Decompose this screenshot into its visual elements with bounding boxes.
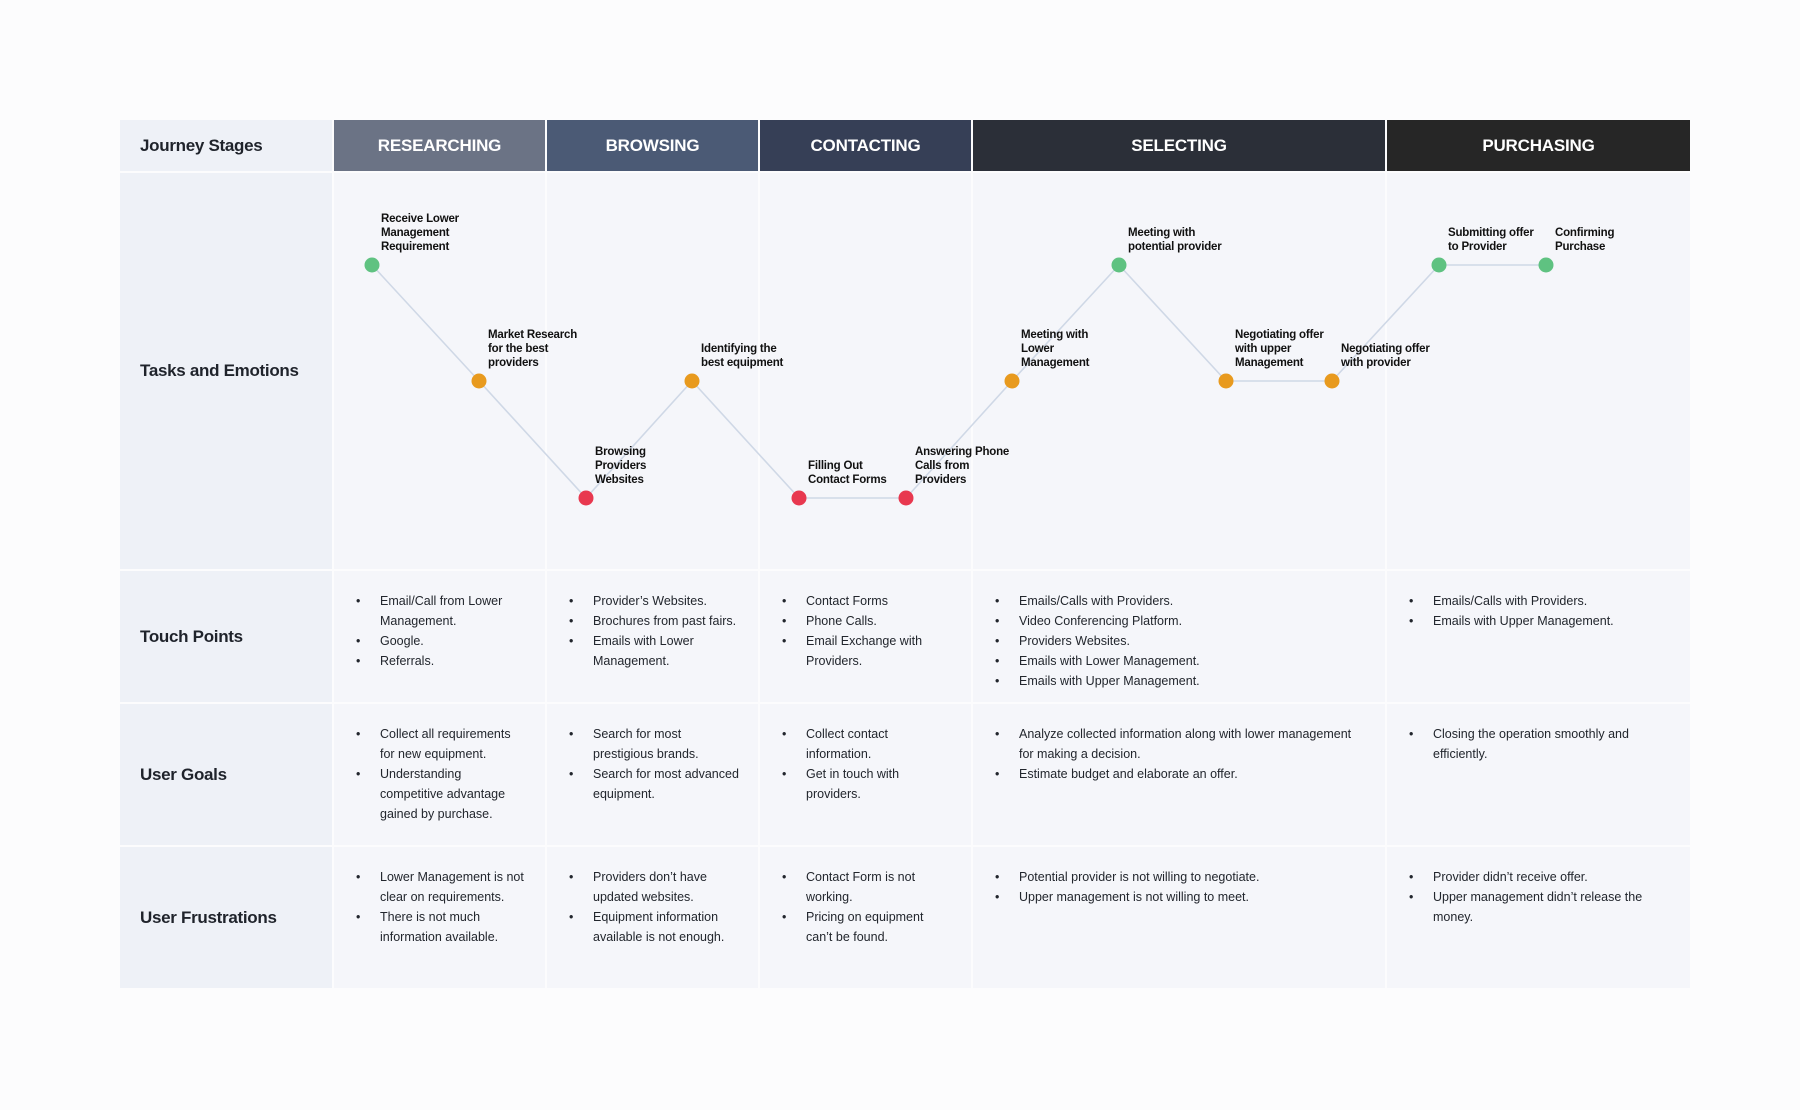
list-item: • Estimate budget and elaborate an offer.: [1019, 764, 1367, 784]
list-item: • Pricing on equipment can’t be found.: [806, 907, 953, 947]
list-item: • Analyze collected information along with lower management for making a decision.: [1019, 724, 1367, 764]
task-label-line: Answering Phone: [915, 446, 1010, 458]
task-label-line: Providers: [915, 474, 967, 486]
emotion-curve-chart: [120, 120, 1690, 988]
list-item: • Understanding competitive advantage gained by purchase.: [380, 764, 527, 824]
list-item: • Brochures from past fairs.: [593, 611, 740, 631]
row-label-journey-stages: Journey Stages: [120, 120, 332, 171]
list-item: • There is not much information available.: [380, 907, 527, 947]
emotion-point-neutral[interactable]: [472, 374, 487, 389]
list-item: • Equipment information available is not enough.: [593, 907, 740, 947]
emotion-point-neutral[interactable]: [685, 374, 700, 389]
task-label-line: Submitting offer: [1448, 227, 1534, 239]
emotion-point-negative[interactable]: [899, 491, 914, 506]
journey-map: [120, 120, 1690, 988]
task-label-line: for the best: [488, 343, 549, 355]
task-label-line: Meeting with: [1021, 329, 1089, 341]
task-label: [808, 460, 887, 486]
list-item: • Emails with Upper Management.: [1433, 611, 1672, 631]
task-label-line: with provider: [1341, 357, 1411, 369]
task-label-line: Market Research: [488, 329, 578, 341]
task-label: [381, 213, 460, 253]
list-item: • Collect contact information.: [806, 724, 953, 764]
row-label-user-frustrations: User Frustrations: [120, 847, 332, 988]
emotion-point-positive[interactable]: [1539, 258, 1554, 273]
task-label-line: Management: [1235, 357, 1304, 369]
list-item: • Upper management is not willing to meet.: [1019, 887, 1367, 907]
list-item: • Phone Calls.: [806, 611, 953, 631]
task-label-line: with upper: [1235, 343, 1292, 355]
task-label: [488, 329, 577, 369]
list-item: • Video Conferencing Platform.: [1019, 611, 1367, 631]
task-label-line: Calls from: [915, 460, 970, 472]
list-item: • Emails with Lower Management.: [1019, 651, 1367, 671]
task-label-line: Meeting with: [1128, 227, 1196, 239]
list-item: • Collect all requirements for new equipment.: [380, 724, 527, 764]
task-label: [1448, 227, 1534, 253]
emotion-point-negative[interactable]: [792, 491, 807, 506]
task-label-line: potential provider: [1128, 241, 1222, 253]
task-label: [595, 446, 646, 486]
stage-header-browsing[interactable]: BROWSING: [547, 120, 758, 171]
list-item: • Contact Form is not working.: [806, 867, 953, 907]
emotion-point-neutral[interactable]: [1005, 374, 1020, 389]
list-item: • Email/Call from Lower Management.: [380, 591, 527, 631]
row-label-user-goals: User Goals: [120, 704, 332, 845]
task-label-line: providers: [488, 357, 539, 369]
task-label: [1021, 329, 1090, 369]
task-label: [1234, 329, 1324, 369]
task-label-line: Browsing: [595, 446, 646, 458]
task-label-line: Purchase: [1555, 241, 1606, 253]
emotion-point-negative[interactable]: [579, 491, 594, 506]
list-item: • Upper management didn’t release the money.: [1433, 887, 1672, 927]
list-item: • Search for most prestigious brands.: [593, 724, 740, 764]
emotion-point-positive[interactable]: [1432, 258, 1447, 273]
task-label-line: Management: [1021, 357, 1090, 369]
list-item: • Google.: [380, 631, 527, 651]
list-item: • Providers Websites.: [1019, 631, 1367, 651]
task-label-line: Lower: [1021, 343, 1054, 355]
task-label: [1340, 343, 1430, 369]
task-label: [1128, 227, 1222, 253]
row-label-touch-points: Touch Points: [120, 571, 332, 702]
stage-header-purchasing[interactable]: PURCHASING: [1387, 120, 1690, 171]
task-label-line: Receive Lower: [381, 213, 459, 225]
task-label-line: best equipment: [701, 357, 784, 369]
task-label-line: Negotiating offer: [1341, 343, 1430, 355]
task-label-line: Websites: [595, 474, 644, 486]
list-item: • Providers don’t have updated websites.: [593, 867, 740, 907]
list-item: • Get in touch with providers.: [806, 764, 953, 804]
list-item: • Search for most advanced equipment.: [593, 764, 740, 804]
task-label-line: Filling Out: [808, 460, 863, 472]
list-item: • Provider’s Websites.: [593, 591, 740, 611]
list-item: • Potential provider is not willing to negotiate.: [1019, 867, 1367, 887]
task-label-line: Negotiating offer: [1235, 329, 1324, 341]
task-label-line: Management: [381, 227, 450, 239]
emotion-point-neutral[interactable]: [1325, 374, 1340, 389]
list-item: • Referrals.: [380, 651, 527, 671]
task-label-line: to Provider: [1448, 241, 1507, 253]
task-label-line: Contact Forms: [808, 474, 887, 486]
list-item: • Emails/Calls with Providers.: [1433, 591, 1672, 611]
stage-header-selecting[interactable]: SELECTING: [973, 120, 1385, 171]
list-item: • Emails with Lower Management.: [593, 631, 740, 671]
list-item: • Emails/Calls with Providers.: [1019, 591, 1367, 611]
stage-header-contacting[interactable]: CONTACTING: [760, 120, 971, 171]
task-label-line: Requirement: [381, 241, 450, 253]
task-label: [915, 446, 1009, 486]
list-item: • Contact Forms: [806, 591, 953, 611]
emotion-point-positive[interactable]: [365, 258, 380, 273]
emotion-point-neutral[interactable]: [1219, 374, 1234, 389]
list-item: • Lower Management is not clear on requirements.: [380, 867, 527, 907]
task-label: [1555, 227, 1614, 253]
row-label-tasks: Tasks and Emotions: [120, 173, 332, 569]
stage-header-researching[interactable]: RESEARCHING: [334, 120, 545, 171]
task-label-line: Confirming: [1555, 227, 1615, 239]
list-item: • Closing the operation smoothly and efficiently.: [1433, 724, 1672, 764]
task-label-line: Providers: [595, 460, 647, 472]
emotion-point-positive[interactable]: [1112, 258, 1127, 273]
list-item: • Provider didn’t receive offer.: [1433, 867, 1672, 887]
list-item: • Emails with Upper Management.: [1019, 671, 1367, 691]
task-label-line: Identifying the: [701, 343, 777, 355]
task-label: [701, 343, 784, 369]
list-item: • Email Exchange with Providers.: [806, 631, 953, 671]
